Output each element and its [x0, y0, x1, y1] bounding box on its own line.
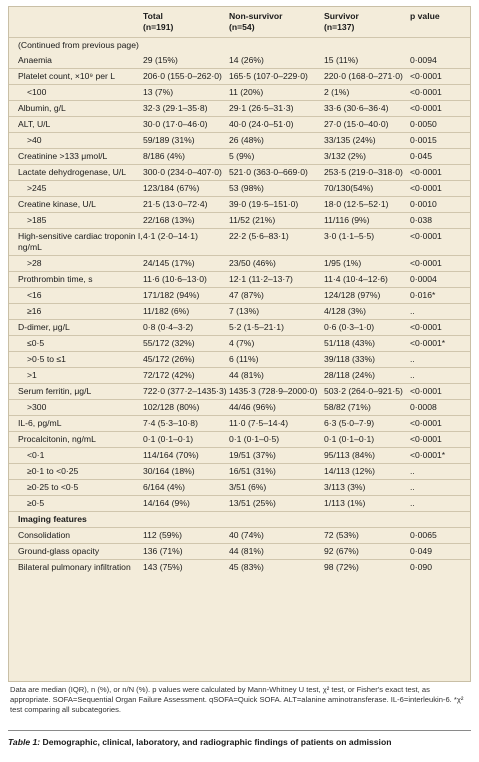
imaging-title: Imaging features: [9, 512, 470, 528]
cell-nonsurvivor: 6 (11%): [229, 352, 324, 368]
cell-total: 32·3 (29·1–35·8): [143, 101, 229, 117]
cell-nonsurvivor: 11·0 (7·5–14·4): [229, 416, 324, 432]
row-label: >245: [9, 181, 143, 197]
cell-survivor: 14/113 (12%): [324, 464, 410, 480]
table-row: [9, 165, 470, 181]
row-label: Creatinine >133 μmol/L: [9, 149, 143, 165]
table-row: [9, 149, 470, 165]
row-label: Anaemia: [18, 55, 52, 65]
header-nonsurvivor: [229, 7, 324, 38]
row-label: Consolidation: [9, 528, 143, 544]
cell-nonsurvivor: 44/46 (96%): [229, 400, 324, 416]
cell-total: 13 (7%): [143, 85, 229, 101]
header-blank: [9, 7, 143, 38]
imaging-section: [9, 512, 470, 528]
row-label: ≥0·25 to <0·5: [9, 480, 143, 496]
header-total-n: (n=191): [143, 22, 174, 32]
cell-pvalue: ..: [410, 464, 470, 480]
findings-table: [9, 7, 470, 575]
table-row: [9, 101, 470, 117]
cell-survivor: 51/118 (43%): [324, 336, 410, 352]
table-row: [9, 528, 470, 544]
cell-survivor: 39/118 (33%): [324, 352, 410, 368]
cell-nonsurvivor: 40·0 (24·0–51·0): [229, 117, 324, 133]
cell-survivor: 124/128 (97%): [324, 288, 410, 304]
cell-pvalue: ..: [410, 368, 470, 384]
row-label: Prothrombin time, s: [9, 272, 143, 288]
cell-pvalue: 0·090: [410, 560, 470, 576]
row-label: <16: [9, 288, 143, 304]
cell-survivor: 3/113 (3%): [324, 480, 410, 496]
cell-pvalue: ..: [410, 480, 470, 496]
cell-total: 29 (15%): [143, 55, 178, 65]
table-row: [9, 368, 470, 384]
row-label: Platelet count, ×10⁹ per L: [9, 69, 143, 85]
cell-total: 123/184 (67%): [143, 181, 229, 197]
table-row: [9, 229, 470, 256]
row-label: IL-6, pg/mL: [9, 416, 143, 432]
imaging-rows: [9, 528, 470, 576]
cell-survivor: 28/118 (24%): [324, 368, 410, 384]
cell-survivor: 2 (1%): [324, 85, 410, 101]
row-label: Albumin, g/L: [9, 101, 143, 117]
row-label: <0·1: [9, 448, 143, 464]
cell-pvalue: <0·0001: [410, 416, 470, 432]
cell-survivor: 3/132 (2%): [324, 149, 410, 165]
cell-total: 722·0 (377·2–1435·3): [143, 384, 229, 400]
row-label: ≥0·5: [9, 496, 143, 512]
row-label: Creatine kinase, U/L: [9, 197, 143, 213]
cell-nonsurvivor: 11/52 (21%): [229, 213, 324, 229]
row-label: Bilateral pulmonary infiltration: [9, 560, 143, 576]
cell-pvalue: ..: [410, 304, 470, 320]
cell-nonsurvivor: 16/51 (31%): [229, 464, 324, 480]
continued-note: (Continued from previous page): [9, 38, 470, 54]
row-label: >28: [9, 256, 143, 272]
cell-nonsurvivor: 53 (98%): [229, 181, 324, 197]
table-row: [9, 432, 470, 448]
header-survivor-label: Survivor: [324, 11, 359, 21]
row-label: ≤0·5: [9, 336, 143, 352]
cell-pvalue: 0·0015: [410, 133, 470, 149]
cell-nonsurvivor: 47 (87%): [229, 288, 324, 304]
cell-pvalue: <0·0001*: [410, 336, 470, 352]
cell-nonsurvivor: 3/51 (6%): [229, 480, 324, 496]
cell-survivor: 95/113 (84%): [324, 448, 410, 464]
cell-pvalue: <0·0001: [410, 320, 470, 336]
cell-total: 21·5 (13·0–72·4): [143, 197, 229, 213]
cell-survivor: 70/130(54%): [324, 181, 410, 197]
cell-nonsurvivor: 0·1 (0·1–0·5): [229, 432, 324, 448]
cell-total: 24/145 (17%): [143, 256, 229, 272]
cell-survivor: 15 (11%): [324, 55, 359, 65]
table-row: [9, 480, 470, 496]
cell-total: 45/172 (26%): [143, 352, 229, 368]
cell-pvalue: <0·0001: [410, 165, 470, 181]
cell-nonsurvivor: 45 (83%): [229, 560, 324, 576]
cell-survivor: 98 (72%): [324, 560, 410, 576]
cell-survivor: 33/135 (24%): [324, 133, 410, 149]
cell-survivor: 11·4 (10·4–12·6): [324, 272, 410, 288]
row-label: ≥16: [9, 304, 143, 320]
cell-pvalue: 0·0010: [410, 197, 470, 213]
row-label: Procalcitonin, ng/mL: [9, 432, 143, 448]
header-nonsurvivor-n: (n=54): [229, 22, 255, 32]
table-row: [9, 53, 470, 69]
row-label: >1: [9, 368, 143, 384]
cell-pvalue: 0·049: [410, 544, 470, 560]
table-row: [9, 213, 470, 229]
imaging-title-row: [9, 512, 470, 528]
table-row: [9, 256, 470, 272]
table-row: [9, 560, 470, 576]
header-nonsurvivor-label: Non-survivor: [229, 11, 283, 21]
row-label: >185: [9, 213, 143, 229]
table-row: [9, 133, 470, 149]
cell-survivor: 503·2 (264·0–921·5): [324, 384, 410, 400]
row-label: >0·5 to ≤1: [9, 352, 143, 368]
row-label: Ground-glass opacity: [9, 544, 143, 560]
cell-nonsurvivor: 22·2 (5·6–83·1): [229, 229, 324, 256]
cell-nonsurvivor: 23/50 (46%): [229, 256, 324, 272]
cell-nonsurvivor: 29·1 (26·5–31·3): [229, 101, 324, 117]
cell-survivor: 6·3 (5·0–7·9): [324, 416, 410, 432]
row-label: Lactate dehydrogenase, U/L: [9, 165, 143, 181]
cell-pvalue: <0·0001: [410, 256, 470, 272]
table-row: [9, 117, 470, 133]
table-row: [9, 352, 470, 368]
row-label: >40: [9, 133, 143, 149]
cell-pvalue: 0·016*: [410, 288, 470, 304]
row-label: High-sensitive cardiac troponin I, ng/mL: [9, 229, 143, 256]
cell-survivor: 11/116 (9%): [324, 213, 410, 229]
header-total-label: Total: [143, 11, 163, 21]
cell-total: 114/164 (70%): [143, 448, 229, 464]
table-row: [9, 448, 470, 464]
table-caption: [8, 730, 471, 747]
cell-nonsurvivor: 44 (81%): [229, 544, 324, 560]
cell-total: 102/128 (80%): [143, 400, 229, 416]
cell-nonsurvivor: 165·5 (107·0–229·0): [229, 69, 324, 85]
cell-pvalue: <0·0001: [410, 432, 470, 448]
cell-pvalue: 0·0094: [410, 55, 437, 65]
table-row: [9, 320, 470, 336]
row-label: <100: [9, 85, 143, 101]
table-row: [9, 336, 470, 352]
cell-total: 72/172 (42%): [143, 368, 229, 384]
table-row: [9, 69, 470, 85]
cell-total: 0·8 (0·4–3·2): [143, 320, 229, 336]
table-row: [9, 544, 470, 560]
cell-total: 11·6 (10·6–13·0): [143, 272, 229, 288]
table-row: [9, 416, 470, 432]
cell-survivor: 27·0 (15·0–40·0): [324, 117, 410, 133]
table-row: [9, 464, 470, 480]
continued-row: [9, 38, 470, 54]
cell-survivor: 92 (67%): [324, 544, 410, 560]
caption-text: Demographic, clinical, laboratory, and radiographic findings of patients on admission: [40, 737, 392, 747]
lab-rows: [9, 53, 470, 512]
table-row: [9, 197, 470, 213]
cell-nonsurvivor: 11 (20%): [229, 85, 324, 101]
cell-total: 0·1 (0·1–0·1): [143, 432, 229, 448]
cell-nonsurvivor: 4 (7%): [229, 336, 324, 352]
cell-pvalue: 0·038: [410, 213, 470, 229]
cell-nonsurvivor: 1435·3 (728·9–2000·0): [229, 384, 324, 400]
header-survivor: [324, 7, 410, 38]
table-row: [9, 384, 470, 400]
cell-pvalue: <0·0001: [410, 101, 470, 117]
table-row: [9, 400, 470, 416]
cell-pvalue: 0·0008: [410, 400, 470, 416]
cell-pvalue: <0·0001: [410, 85, 470, 101]
cell-pvalue: <0·0001: [410, 69, 470, 85]
cell-total: 30/164 (18%): [143, 464, 229, 480]
cell-total: 136 (71%): [143, 544, 229, 560]
cell-survivor: 0·6 (0·3–1·0): [324, 320, 410, 336]
row-label: ALT, U/L: [9, 117, 143, 133]
table-row: [9, 496, 470, 512]
cell-total: 112 (59%): [143, 528, 229, 544]
cell-nonsurvivor: 14 (26%): [229, 55, 264, 65]
cell-pvalue: <0·0001: [410, 384, 470, 400]
cell-survivor: 4/128 (3%): [324, 304, 410, 320]
cell-pvalue: <0·0001: [410, 229, 470, 256]
cell-total: 171/182 (94%): [143, 288, 229, 304]
cell-total: 206·0 (155·0–262·0): [143, 69, 229, 85]
cell-pvalue: <0·0001: [410, 181, 470, 197]
cell-survivor: 58/82 (71%): [324, 400, 410, 416]
cell-pvalue: ..: [410, 496, 470, 512]
cell-total: 55/172 (32%): [143, 336, 229, 352]
cell-nonsurvivor: 521·0 (363·0–669·0): [229, 165, 324, 181]
table-row: [9, 272, 470, 288]
cell-pvalue: <0·0001*: [410, 448, 470, 464]
row-label: >300: [9, 400, 143, 416]
cell-nonsurvivor: 7 (13%): [229, 304, 324, 320]
cell-nonsurvivor: 5 (9%): [229, 149, 324, 165]
cell-nonsurvivor: 44 (81%): [229, 368, 324, 384]
cell-survivor: 253·5 (219·0–318·0): [324, 165, 410, 181]
caption-label: Table 1:: [8, 737, 41, 747]
cell-total: 8/186 (4%): [143, 149, 229, 165]
cell-pvalue: 0·0065: [410, 528, 470, 544]
cell-survivor: 0·1 (0·1–0·1): [324, 432, 410, 448]
cell-survivor: 1/95 (1%): [324, 256, 410, 272]
cell-nonsurvivor: 40 (74%): [229, 528, 324, 544]
cell-total: 30·0 (17·0–46·0): [143, 117, 229, 133]
row-label: Serum ferritin, μg/L: [9, 384, 143, 400]
cell-total: 300·0 (234·0–407·0): [143, 165, 229, 181]
cell-nonsurvivor: 12·1 (11·2–13·7): [229, 272, 324, 288]
cell-survivor: 33·6 (30·6–36·4): [324, 101, 410, 117]
cell-total: 22/168 (13%): [143, 213, 229, 229]
table-row: [9, 181, 470, 197]
table-header-row: [9, 7, 470, 38]
cell-survivor: 3·0 (1·1–5·5): [324, 229, 410, 256]
cell-total: 4·1 (2·0–14·1): [143, 229, 229, 256]
cell-total: 7·4 (5·3–10·8): [143, 416, 229, 432]
cell-total: 11/182 (6%): [143, 304, 229, 320]
header-survivor-n: (n=137): [324, 22, 355, 32]
row-label: ≥0·1 to <0·25: [9, 464, 143, 480]
cell-total: 6/164 (4%): [143, 480, 229, 496]
cell-survivor: 72 (53%): [324, 528, 410, 544]
table-row: [9, 304, 470, 320]
cell-survivor: 220·0 (168·0–271·0): [324, 69, 410, 85]
cell-total: 143 (75%): [143, 560, 229, 576]
cell-pvalue: 0·045: [410, 149, 470, 165]
header-pvalue: p value: [410, 11, 440, 21]
table-row: [9, 85, 470, 101]
cell-total: 14/164 (9%): [143, 496, 229, 512]
cell-pvalue: ..: [410, 352, 470, 368]
table-row: [9, 288, 470, 304]
cell-pvalue: 0·0004: [410, 272, 470, 288]
header-total: [143, 7, 229, 38]
cell-nonsurvivor: 39·0 (19·5–151·0): [229, 197, 324, 213]
cell-pvalue: 0·0050: [410, 117, 470, 133]
table-panel: [8, 6, 471, 682]
cell-survivor: 1/113 (1%): [324, 496, 410, 512]
cell-total: 59/189 (31%): [143, 133, 229, 149]
cell-nonsurvivor: 5·2 (1·5–21·1): [229, 320, 324, 336]
cell-nonsurvivor: 19/51 (37%): [229, 448, 324, 464]
cell-survivor: 18·0 (12·5–52·1): [324, 197, 410, 213]
table-footnotes: Data are median (IQR), n (%), or n/N (%). p values were calculated by Mann-Whitney U test, χ² test, or Fisher's exact test, as appropriate. SOFA=Sequential Organ Failure Assessment. qSOFA=Quick SOFA. ALT=alanine aminotransferase. IL-6=interleukin-6. *χ² test comparing all subcategories.: [10, 685, 464, 714]
cell-nonsurvivor: 26 (48%): [229, 133, 324, 149]
cell-nonsurvivor: 13/51 (25%): [229, 496, 324, 512]
row-label: D-dimer, μg/L: [9, 320, 143, 336]
